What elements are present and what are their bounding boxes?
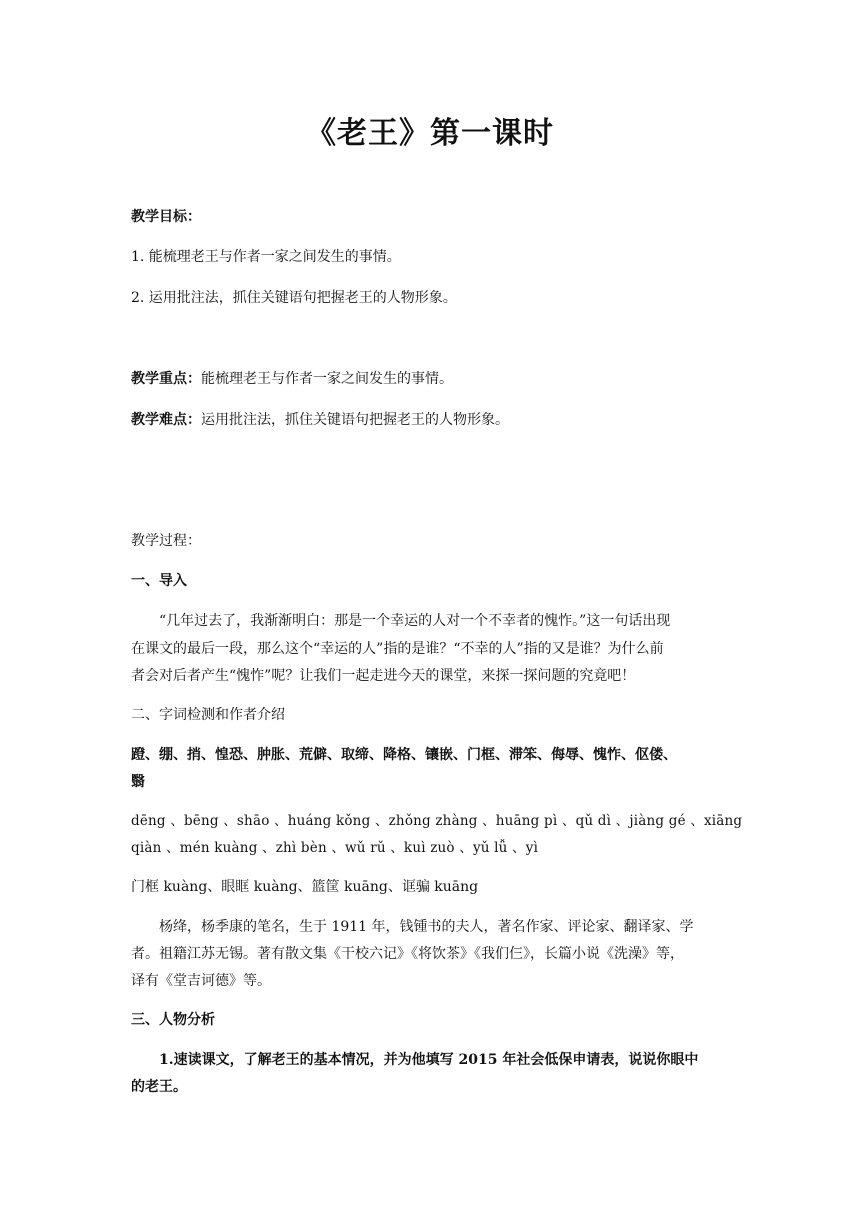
section-1-heading: 一、导入 [131,573,187,589]
pinyin-line: dēng 、bēng 、shāo 、huáng kǒng 、zhǒng zhàng 、huāng pì 、qǔ dì 、jiàng gé 、xiāng [131,813,743,829]
process-heading: 教学过程： [131,533,201,549]
pinyin-line: qiàn 、mén kuàng 、zhì bèn 、wǔ rǔ 、kuì zuò 、yǔ lǚ 、yì [131,840,539,856]
intro-paragraph-line: 者会对后者产生“愧怍”呢？让我们一起走进今天的课堂，来探一探问题的究竟吧！ [131,668,636,684]
objective-item-1: 1. 能梳理老王与作者一家之间发生的事情。 [131,249,401,265]
vocab-line: 翳 [131,774,145,790]
key-point-text: 能梳理老王与作者一家之间发生的事情。 [201,371,453,387]
intro-paragraph-line: 在课文的最后一段，那么这个“幸运的人”指的是谁？“不幸的人”指的又是谁？为什么前 [131,641,664,657]
key-point [131,365,731,393]
author-intro-line: 杨绛，杨季康的笔名，生于 1911 年，钱锺书的夫人，著名作家、评论家、翻译家、学 [159,919,694,935]
task-line: 1.速读课文，了解老王的基本情况，并为他填写 2015 年社会低保申请表，说说你眼中 [159,1052,699,1068]
section-3-heading: 三、人物分析 [131,1012,215,1028]
task-line: 的老王。 [131,1079,187,1095]
kuang-words-line: 门框 kuàng、眼眶 kuàng、篮筐 kuāng、诓骗 kuāng [131,879,479,895]
vocab-line: 蹬、绷、捎、惶恐、肿胀、荒僻、取缔、降格、镶嵌、门框、滞笨、侮辱、愧怍、伛偻、 [131,747,677,763]
page-title: 《老王》第一课时 [306,116,554,151]
objectives-heading: 教学目标： [131,209,201,225]
key-point-label: 教学重点： [131,371,201,387]
section-2-heading: 二、字词检测和作者介绍 [131,707,285,723]
difficulty-label: 教学难点： [131,412,201,428]
author-intro-line: 译有《堂吉诃德》等。 [131,973,271,989]
intro-paragraph-line: “几年过去了，我渐渐明白：那是一个幸运的人对一个不幸者的愧怍。”这一句话出现 [159,613,671,629]
difficulty-text: 运用批注法，抓住关键语句把握老王的人物形象。 [201,412,509,428]
objective-item-2: 2. 运用批注法，抓住关键语句把握老王的人物形象。 [131,290,457,306]
author-intro-line: 者。祖籍江苏无锡。著有散文集《干校六记》《将饮茶》《我们仨》，长篇小说《洗澡》等， [131,946,684,962]
difficulty-point [131,406,731,434]
